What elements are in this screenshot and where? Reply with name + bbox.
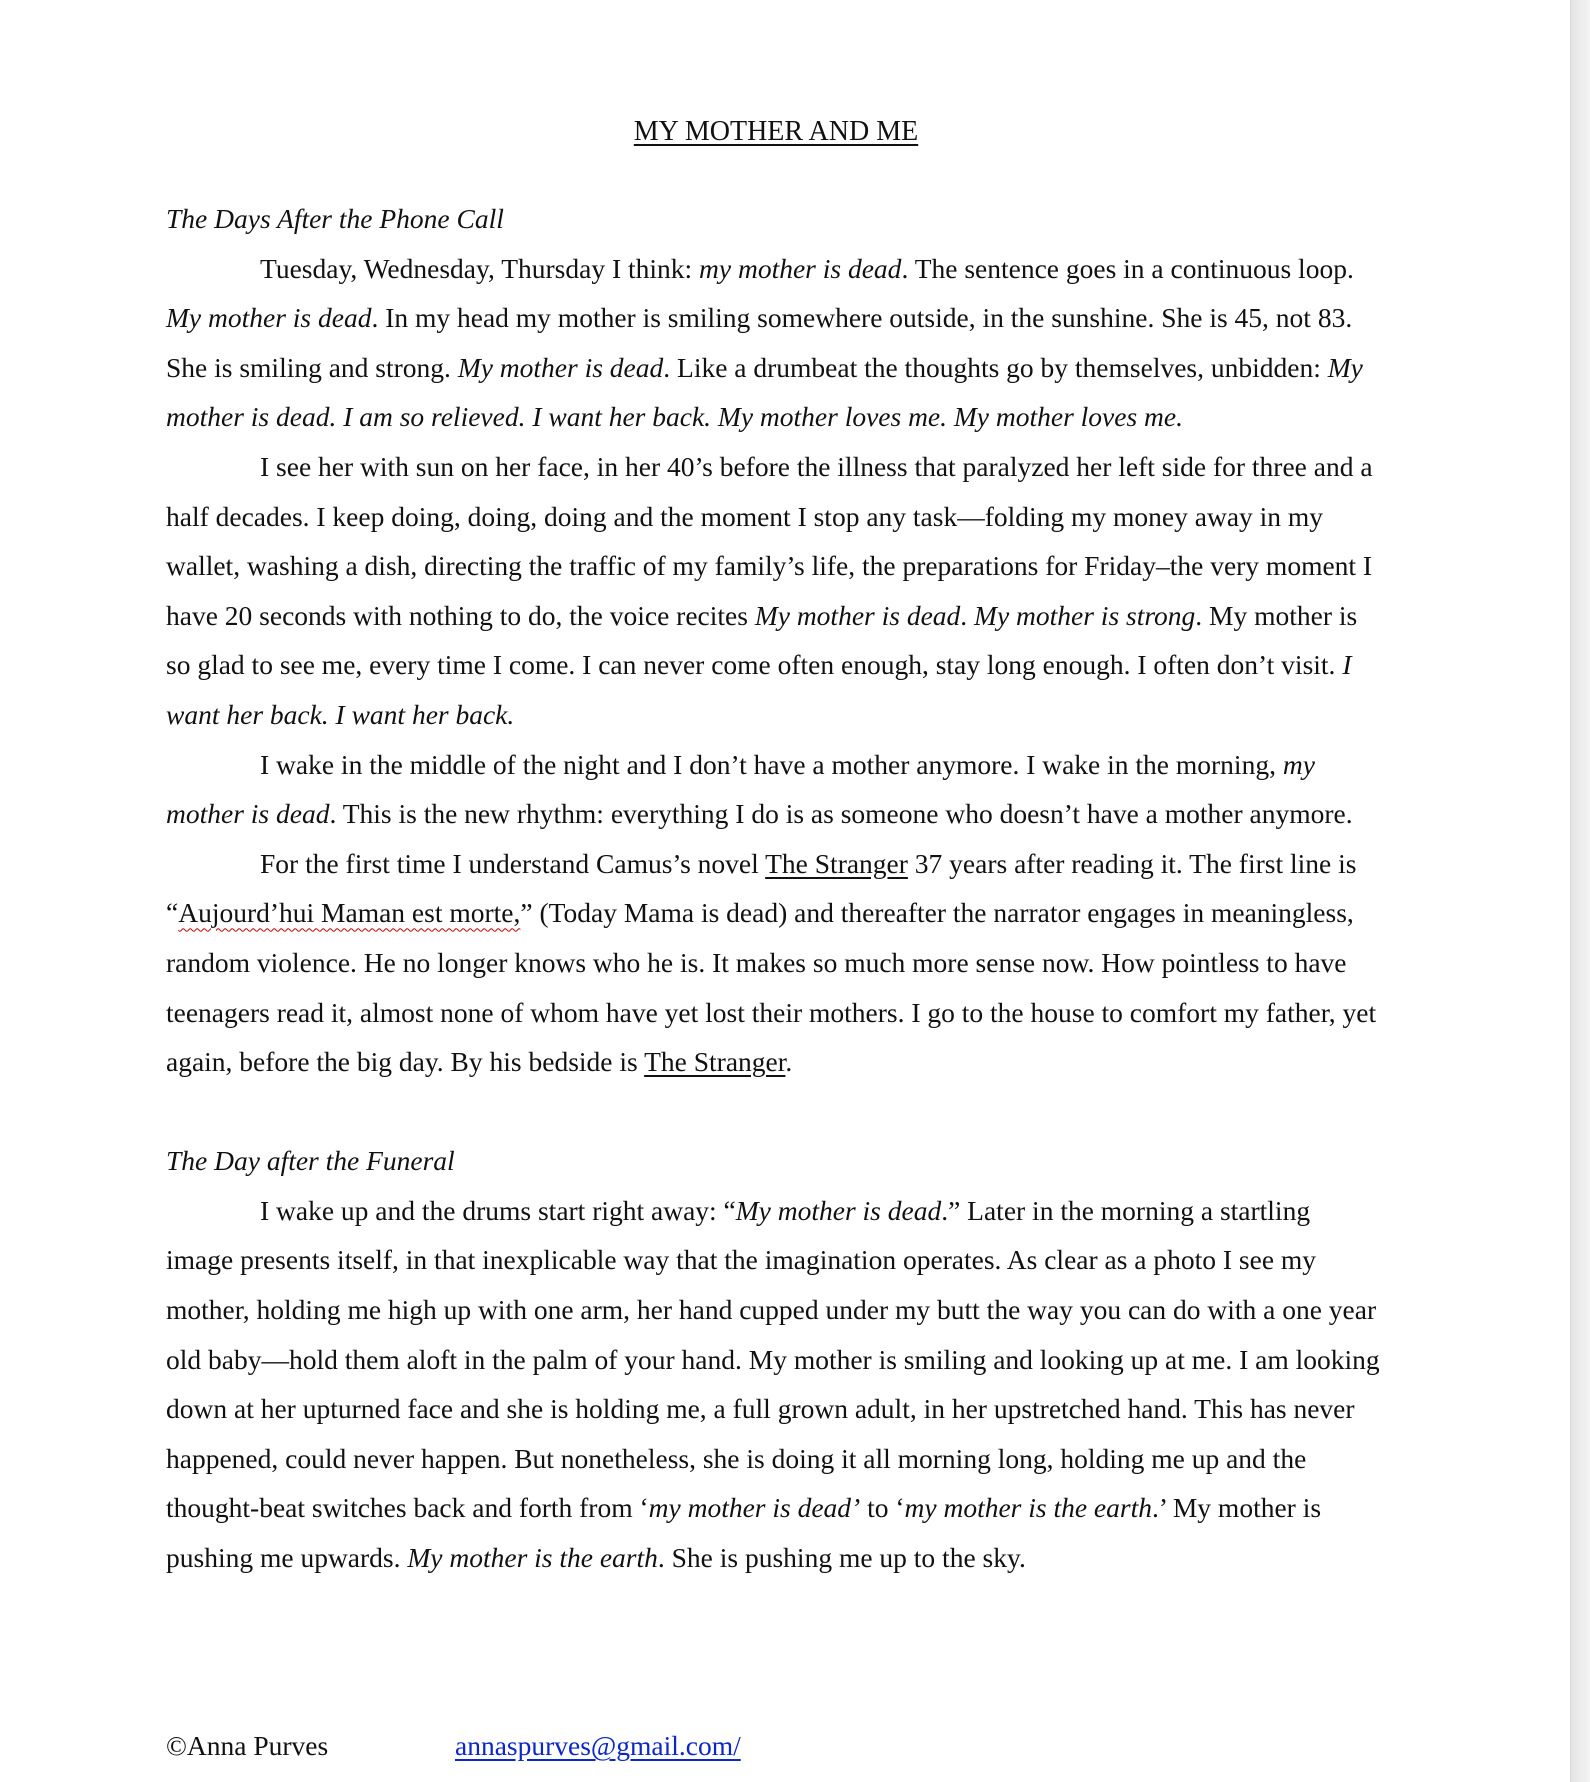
paragraph-4 xyxy=(166,839,1384,1087)
italic-run: my mother is dead xyxy=(699,252,902,284)
book-title-ref: The Stranger xyxy=(765,847,908,879)
italic-run: My mother is dead xyxy=(754,599,961,631)
spellcheck-flagged-text[interactable]: Aujourd’hui Maman est morte, xyxy=(178,897,521,929)
text-run: I wake in the middle of the night and I don’t have a mother anymore. I wake in the morning, xyxy=(260,748,1283,780)
text-run: .” Later in the morning a startling image presents itself, in that inexplicable way that the imagination operates. As clear as a photo I see my mother, holding me high up with one arm, her hand cupped under my butt the way you can do with a one year old baby—hold them aloft in the palm of your hand. My mother is smiling and looking up at me. I am looking down at her upturned face and she is holding me, a full grown adult, in her upstretched hand. This has never happened, could never happen. But nonetheless, she is doing it all morning long, holding me up and the thought-beat switches back and forth from ‘ xyxy=(166,1194,1380,1524)
italic-run: My mother is dead. I am so relieved. I want her back. My mother loves me. My mother loves me. xyxy=(166,351,1363,433)
paragraph-3 xyxy=(166,740,1384,839)
text-run: .’ My mother is pushing me upwards. xyxy=(166,1492,1322,1574)
paragraph-5 xyxy=(166,1186,1384,1583)
text-run: to ‘ xyxy=(860,1492,905,1524)
italic-run: my mother is the earth xyxy=(904,1492,1152,1524)
copyright-text: ©Anna Purves xyxy=(166,1730,329,1761)
section-heading-funeral: The Day after the Funeral xyxy=(166,1145,455,1177)
italic-run: My mother is strong xyxy=(974,599,1196,631)
text-run: . In my head my mother is smiling somewhere outside, in the sunshine. She is 45, not 83. She is smiling and strong. xyxy=(166,302,1353,383)
book-title-ref: The Stranger xyxy=(644,1046,786,1078)
footer xyxy=(166,1726,741,1766)
italic-run: My mother is dead xyxy=(735,1194,942,1226)
text-run: I see her with sun on her face, in her 40’s before the illness that paralyzed her left side for three and a half decades. I keep doing, doing, doing and the moment I stop any task—folding my money away in my wallet, washing a dish, directing the traffic of my family’s life, the preparations for Friday–the very moment I have 20 seconds with nothing to do, the voice recites xyxy=(166,450,1373,631)
paragraph-1 xyxy=(166,244,1384,442)
italic-run: My mother is the earth xyxy=(407,1542,658,1574)
text-run: . Like a drumbeat the thoughts go by themselves, unbidden: xyxy=(663,351,1328,383)
text-run: I wake up and the drums start right away: “ xyxy=(260,1194,736,1226)
text-run: . She is pushing me up to the sky. xyxy=(657,1542,1026,1574)
text-run: ” (Today Mama is dead) and thereafter the narrator engages in meaningless, random violence. He no longer knows who he is. It makes so much more sense now. How pointless to have teenagers read it, almost none of whom have yet lost their mothers. I go to the house to comfort my father, yet again, before the big day. By his bedside is xyxy=(166,897,1377,1078)
italic-run: my mother is dead xyxy=(166,748,1315,830)
text-run: Tuesday, Wednesday, Thursday I think: xyxy=(260,252,700,284)
paragraph-2 xyxy=(166,442,1384,740)
text-run: . This is the new rhythm: everything I do is as someone who doesn’t have a mother anymore. xyxy=(329,798,1353,830)
page-edge xyxy=(1571,0,1590,1782)
email-link[interactable]: annaspurves@gmail.com/ xyxy=(455,1730,741,1761)
text-run: . xyxy=(785,1046,793,1078)
text-run: . xyxy=(960,599,975,631)
italic-run: My mother is dead xyxy=(166,302,372,334)
italic-run: My mother is dead xyxy=(457,351,664,383)
text-run: . The sentence goes in a continuous loop. xyxy=(901,252,1354,284)
italic-run: my mother is dead’ xyxy=(648,1492,861,1524)
document-title: MY MOTHER AND ME xyxy=(633,116,919,147)
document-body xyxy=(166,194,1384,1583)
blank-line xyxy=(166,1087,1384,1137)
section-heading-phone-call: The Days After the Phone Call xyxy=(166,203,504,234)
text-run: . My mother is so glad to see me, every time I come. I can never come often enough, stay long enough. I often don’t visit. xyxy=(166,599,1358,681)
text-run: 37 years after reading it. The first line is “ xyxy=(166,847,1357,929)
italic-run: I want her back. I want her back. xyxy=(166,649,1352,730)
text-run: For the first time I understand Camus’s novel xyxy=(260,847,766,879)
